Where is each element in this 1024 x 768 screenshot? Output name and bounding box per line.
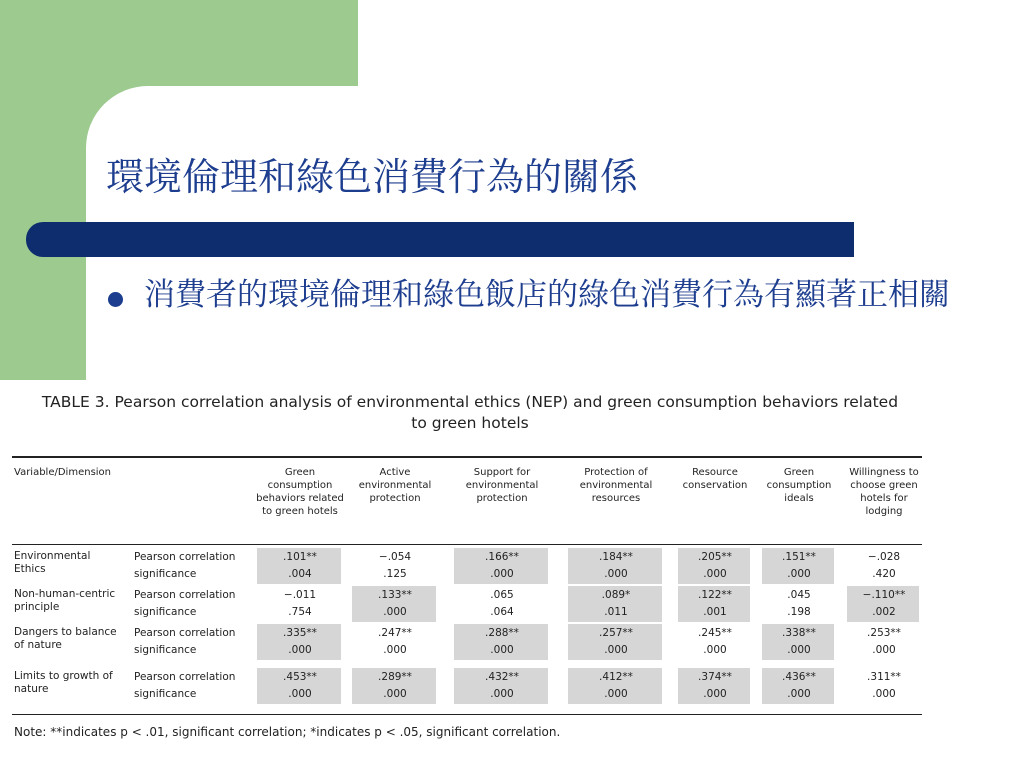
correlation-value: −.011 — [283, 589, 317, 601]
correlation-value: .338** — [782, 627, 816, 639]
table-caption-line2: to green hotels — [411, 414, 529, 432]
significance-value: .000 — [787, 644, 811, 656]
significance-value: .754 — [288, 606, 312, 618]
correlation-value: .253** — [867, 627, 901, 639]
significance-value: .000 — [490, 644, 514, 656]
table-note: Note: **indicates p < .01, significant correlation; *indicates p < .05, significant correlation. — [14, 725, 561, 739]
significance-value: .000 — [288, 688, 312, 700]
table-header-rule — [12, 544, 922, 545]
stat-label: significance — [134, 568, 197, 580]
correlation-value: .453** — [283, 671, 317, 683]
row-variable-label: Environmental Ethics — [14, 550, 91, 575]
header-variable: Variable/Dimension — [14, 467, 112, 478]
significance-value: .002 — [872, 606, 896, 618]
correlation-value: .436** — [782, 671, 816, 683]
correlation-value: .288** — [485, 627, 519, 639]
column-header: Willingness to choose green hotels for lodging — [849, 467, 919, 517]
table-caption-line1: TABLE 3. Pearson correlation analysis of environmental ethics (NEP) and green consumption behaviors related — [41, 393, 899, 411]
correlation-value: .432** — [485, 671, 519, 683]
correlation-value: .374** — [698, 671, 732, 683]
table-caption — [20, 392, 920, 434]
significance-value: .000 — [604, 644, 628, 656]
significance-value: .000 — [288, 644, 312, 656]
significance-value: .001 — [703, 606, 727, 618]
significance-value: .000 — [703, 568, 727, 580]
significance-value: .000 — [383, 688, 407, 700]
correlation-value: .133** — [378, 589, 412, 601]
significance-value: .000 — [490, 688, 514, 700]
correlation-value: .151** — [782, 551, 816, 563]
stat-label: Pearson correlation — [134, 551, 236, 563]
significance-value: .064 — [490, 606, 514, 618]
row-variable-label: Dangers to balance of nature — [14, 626, 117, 651]
stat-label: significance — [134, 644, 197, 656]
column-header: Green consumption behaviors related to green hotels — [256, 467, 344, 517]
correlation-value: .166** — [485, 551, 519, 563]
bullet-text: 消費者的環境倫理和綠色飯店的綠色消費行為有顯著正相關 — [144, 277, 950, 313]
significance-value: .000 — [604, 568, 628, 580]
correlation-value: .412** — [599, 671, 633, 683]
stat-label: Pearson correlation — [134, 627, 236, 639]
correlation-value: .205** — [698, 551, 732, 563]
correlation-value: −.054 — [378, 551, 412, 563]
column-header: Resource conservation — [682, 467, 748, 491]
correlation-value: .335** — [283, 627, 317, 639]
significance-value: .125 — [383, 568, 407, 580]
column-header: Support for environmental protection — [465, 467, 539, 504]
row-variable-label: Limits to growth of nature — [14, 670, 113, 695]
row-variable-label: Non-human-centric principle — [14, 588, 116, 613]
significance-value: .004 — [288, 568, 312, 580]
title-underline-bar — [26, 222, 854, 257]
correlation-value: −.028 — [867, 551, 901, 563]
significance-value: .000 — [604, 688, 628, 700]
table-top-rule — [12, 456, 922, 458]
column-header: Active environmental protection — [358, 467, 432, 504]
slide-title: 環境倫理和綠色消費行為的關係 — [106, 155, 639, 199]
correlation-value: .245** — [698, 627, 732, 639]
significance-value: .000 — [383, 644, 407, 656]
significance-value: .011 — [604, 606, 628, 618]
stat-label: Pearson correlation — [134, 589, 236, 601]
significance-value: .000 — [703, 688, 727, 700]
significance-value: .000 — [787, 688, 811, 700]
significance-value: .000 — [490, 568, 514, 580]
column-header: Protection of environmental resources — [579, 467, 653, 504]
correlation-value: .089* — [601, 589, 631, 601]
significance-value: .000 — [872, 644, 896, 656]
correlation-value: .289** — [378, 671, 412, 683]
column-header: Green consumption ideals — [766, 467, 832, 504]
bullet-dot-icon — [108, 292, 123, 307]
correlation-value: .257** — [599, 627, 633, 639]
correlation-value: .184** — [599, 551, 633, 563]
correlation-value: .101** — [283, 551, 317, 563]
stat-label: significance — [134, 688, 197, 700]
significance-value: .000 — [703, 644, 727, 656]
significance-value: .198 — [787, 606, 811, 618]
correlation-value: .311** — [867, 671, 901, 683]
correlation-value: −.110** — [862, 589, 906, 601]
significance-value: .000 — [383, 606, 407, 618]
correlation-value: .122** — [698, 589, 732, 601]
correlation-value: .045 — [787, 589, 811, 601]
stat-label: Pearson correlation — [134, 671, 236, 683]
stat-label: significance — [134, 606, 197, 618]
correlation-value: .247** — [378, 627, 412, 639]
significance-value: .420 — [872, 568, 896, 580]
correlation-value: .065 — [490, 589, 514, 601]
correlation-table-image — [0, 386, 1024, 768]
significance-value: .000 — [787, 568, 811, 580]
significance-value: .000 — [872, 688, 896, 700]
table-bottom-rule — [12, 714, 922, 715]
